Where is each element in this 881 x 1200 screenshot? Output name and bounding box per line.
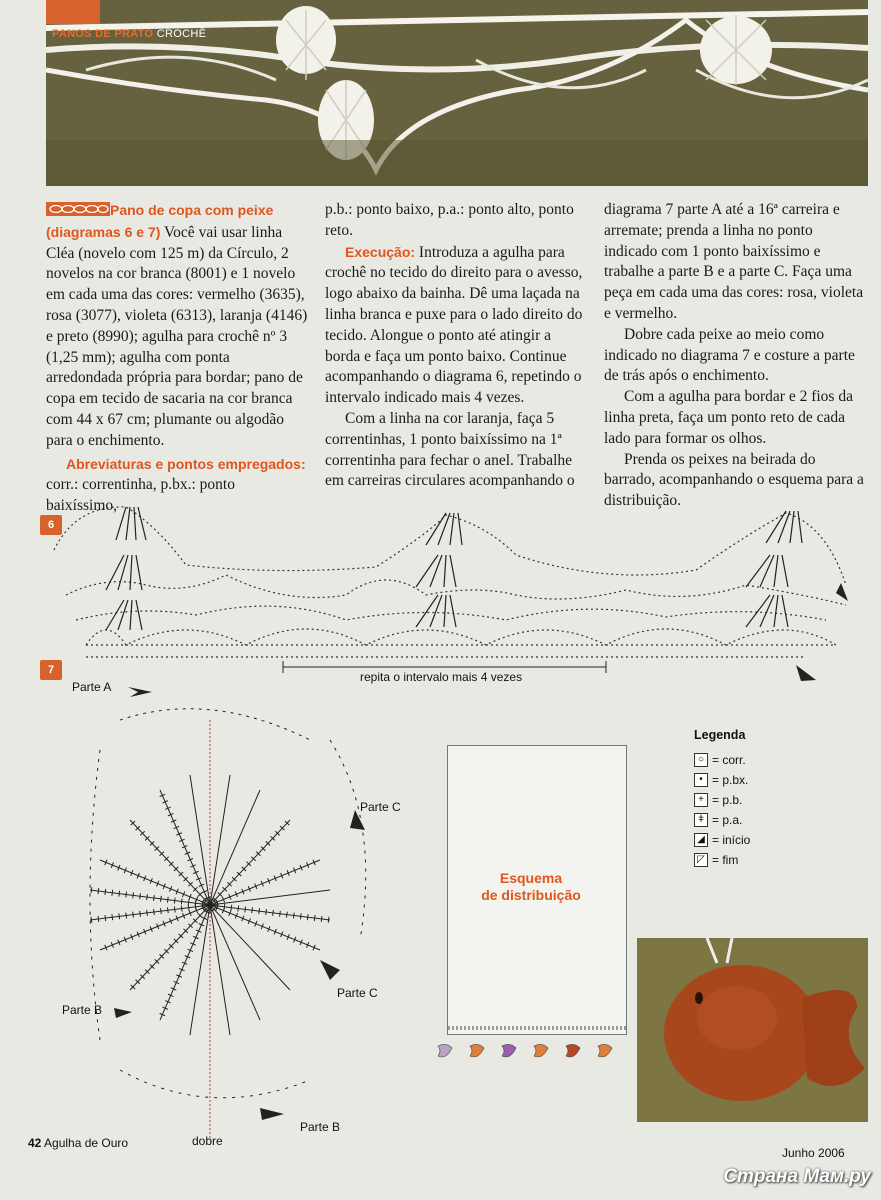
diagram-7-badge: 7 <box>40 660 62 680</box>
fish-photo <box>637 938 868 1122</box>
article-column-2 <box>325 200 587 492</box>
end-icon: ◸ <box>694 853 708 867</box>
fold-label: dobre <box>192 1134 223 1148</box>
legend-row-double-crochet <box>694 810 750 830</box>
legend-label-slip-stitch: = p.bx. <box>712 773 749 787</box>
issue-date: Junho 2006 <box>782 1146 845 1160</box>
section-header <box>52 28 206 40</box>
diagram-6-badge: 6 <box>40 515 62 535</box>
section-subtitle: CROCHÊ <box>153 28 207 40</box>
section-tab <box>46 0 100 24</box>
slip-stitch-icon: • <box>694 773 708 787</box>
page-number: 42 <box>28 1136 42 1150</box>
abbrev-text-2: p.b.: ponto baixo, p.a.: ponto alto, ponto reto. <box>325 201 574 239</box>
col3-paragraph-2: Dobre cada peixe ao meio como indicado no diagrama 7 e costure a parte de trás após o enchimento. <box>604 325 855 385</box>
article-column-1 <box>46 200 308 517</box>
legend-label-chain: = corr. <box>712 753 746 767</box>
fish-icon <box>502 1044 516 1057</box>
site-watermark: Страна Мам.ру <box>723 1166 871 1187</box>
diagram-6-lace-border <box>46 495 868 685</box>
start-icon: ◢ <box>694 833 708 847</box>
fish-icon <box>470 1044 484 1057</box>
magazine-name: Agulha de Ouro <box>41 1136 129 1150</box>
legend <box>694 728 750 870</box>
fish-icon <box>598 1044 612 1057</box>
article-title: Pano de copa com peixe <box>110 202 274 218</box>
legend-row-start <box>694 830 750 850</box>
single-crochet-icon: + <box>694 793 708 807</box>
laranja-paragraph: Com a linha na cor laranja, faça 5 correntinhas, 1 ponto baixíssimo na 1ª correntinha para fechar o anel. Trabalhe em carreiras circulares acompanhando o <box>325 409 575 490</box>
fish-icon <box>438 1044 452 1057</box>
legend-row-slip-stitch <box>694 770 750 790</box>
article-column-3 <box>604 200 868 512</box>
parte-b-label-left: Parte B <box>62 1003 103 1017</box>
parte-c-label-bottom: Parte C <box>337 986 378 1000</box>
article-intro: Você vai usar linha Cléa (novelo com 125 m) da Círculo, 2 novelos na cor branca (8001) e 1 novelo em cada uma das cores: vermelho (3635), rosa (3077), violeta (6313), laranja (4146) e preto (8990); agulha para crochê nº 3 (1,25 mm); agulha com ponta arredondada própria para bordar; pano de copa em tecido de sacaria na cor branca com 44 x 67 cm; plumante ou algodão para o enchimento. <box>46 223 308 449</box>
repeat-label: repita o intervalo mais 4 vezes <box>360 670 523 684</box>
fish-icon <box>534 1044 548 1057</box>
legend-label-double-crochet: = p.a. <box>712 813 743 827</box>
legend-label-single-crochet: = p.b. <box>712 793 743 807</box>
scheme-title-line-2: de distribuição <box>481 887 581 903</box>
scheme-title-line-1: Esquema <box>499 870 563 886</box>
diagram-7-fish-chart <box>60 680 400 1150</box>
parte-b-label-bottom: Parte B <box>300 1120 341 1134</box>
abbrev-title: Abreviaturas e pontos empregados: <box>66 455 306 472</box>
section-title: PANOS DE PRATO <box>52 28 154 40</box>
parte-c-label-top: Parte C <box>360 800 401 814</box>
scheme-title <box>466 870 596 904</box>
legend-row-end <box>694 850 750 870</box>
legend-label-start: = início <box>712 833 751 847</box>
col3-paragraph-4: Prenda os peixes na beirada do barrado, acompanhando o esquema para a distribuição. <box>604 450 864 510</box>
crochet-fish-illustration <box>637 938 868 1122</box>
legend-title: Legenda <box>694 728 746 742</box>
page-footer-left <box>28 1136 128 1150</box>
abbrev-text-1: corr.: correntinha, p.bx.: ponto baixíssimo, <box>46 476 235 515</box>
fish-icon <box>566 1044 580 1057</box>
exec-text: Introduza a agulha para crochê no tecido do direito para o avesso, logo abaixo da bainha. Dê uma laçada na linha branca e puxe para o lado direito do tecido. Alongue o ponto até atingir a borda e faça um ponto baixo. Continue acompanhando o diagrama 6, repetindo o intervalo indicado mais 4 vezes. <box>325 243 583 407</box>
double-crochet-icon: ǂ <box>694 813 708 827</box>
chain-ornament-icon <box>46 202 110 216</box>
parte-a-label: Parte A <box>72 680 112 694</box>
legend-row-chain <box>694 750 750 770</box>
exec-title: Execução: <box>345 243 416 260</box>
col3-paragraph-3: Com a agulha para bordar e 2 fios da linha preta, faça um ponto reto de cada lado para formar os olhos. <box>604 388 853 447</box>
article-diagram-ref: (diagramas 6 e 7) <box>46 223 161 240</box>
chain-icon: ○ <box>694 753 708 767</box>
fish-row-icons <box>430 1040 630 1064</box>
legend-label-end: = fim <box>712 853 739 867</box>
legend-row-single-crochet <box>694 790 750 810</box>
col3-paragraph-1: diagrama 7 parte A até a 16ª carreira e arremate; prenda a linha no ponto indicado com 1 ponto baixíssimo e trabalhe a parte B e a parte C. Faça uma peça em cada uma das cores: rosa, violeta e vermelho. <box>604 201 864 322</box>
